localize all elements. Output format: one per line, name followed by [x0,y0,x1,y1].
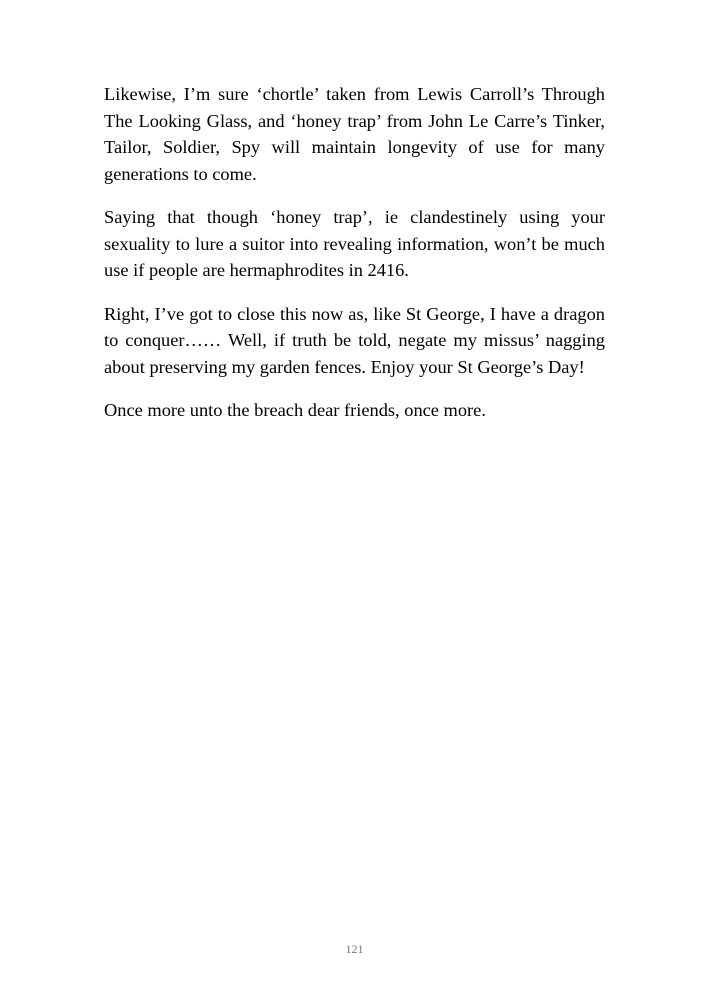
page-number: 121 [345,942,364,956]
paragraph-chortle-honey-trap: Likewise, I’m sure ‘chortle’ taken from Lewis Carroll’s Through The Looking Glass, and ‘honey trap’ from John Le Carre’s Tinker, Tailor, Soldier, Spy will maintain longevity of use for many generations to come. [104,84,605,184]
paragraph-honey-trap-meaning: Saying that though ‘honey trap’, ie clandestinely using your sexuality to lure a suitor into revealing information, won’t be much use if people are hermaphrodites in 2416. [104,207,605,280]
body-text [104,81,605,441]
paragraph-st-george: Right, I’ve got to close this now as, like St George, I have a dragon to conquer…… Well, if truth be told, negate my missus’ nagging about preserving my garden fences. Enjoy your St George’s Day! [104,303,605,377]
paragraph-closing-quote: Once more unto the breach dear friends, once more. [104,400,486,420]
